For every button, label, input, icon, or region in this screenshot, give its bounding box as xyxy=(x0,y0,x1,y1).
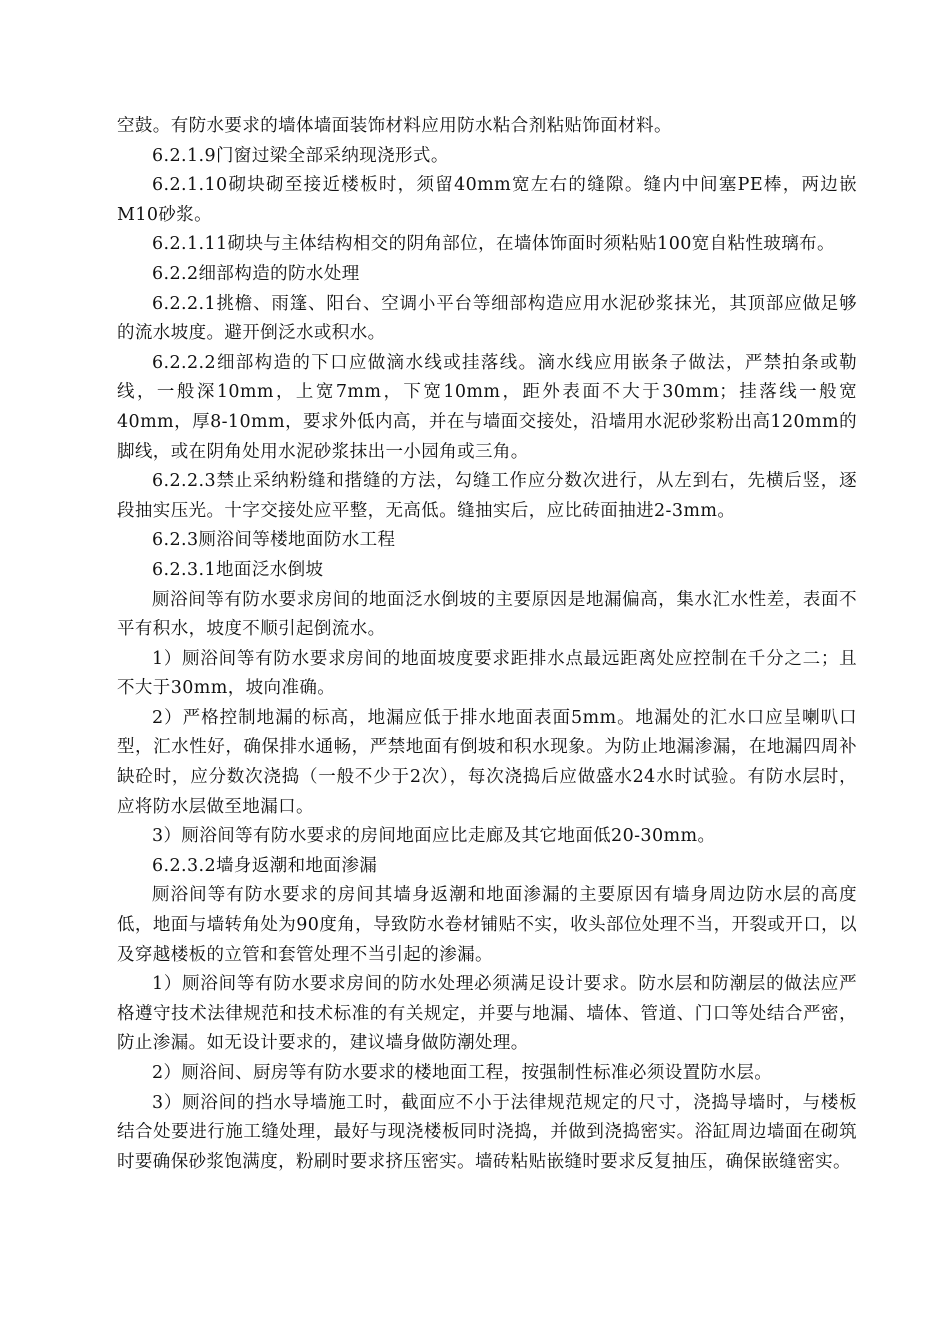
paragraph-6: 6.2.2.1挑檐、雨篷、阳台、空调小平台等细部构造应用水泥砂浆抹光，其顶部应做足够的流水坡度。避开倒泛水或积水。 xyxy=(117,293,857,344)
section-heading-6-2-3: 6.2.3厕浴间等楼地面防水工程 xyxy=(152,530,396,551)
list-item-6: 3）厕浴间的挡水导墙施工时，截面应不小于法律规范规定的尺寸，浇捣导墙时，与楼板结合处要进行施工缝处理，最好与现浇楼板同时浇捣，并做到浇捣密实。浴缸周边墙面在砌筑时要确保砂浆饱满度，粉刷时要求挤压密实。墙砖粘贴嵌缝时要求反复抽压，确保嵌缝密实。 xyxy=(117,1092,857,1172)
paragraph-7: 6.2.2.2细部构造的下口应做滴水线或挂落线。滴水线应用嵌条子做法，严禁拍条或勒线，一般深10mm，上宽7mm，下宽10mm，距外表面不大于30mm；挂落线一般宽40mm，厚8-10mm，要求外低内高，并在与墙面交接处，沿墙用水泥砂浆粉出高120mm的脚线，或在阴角处用水泥砂浆抹出一小园角或三角。 xyxy=(117,352,857,462)
paragraph-1: 空鼓。有防水要求的墙体墙面装饰材料应用防水粘合剂粘贴饰面材料。 xyxy=(117,116,672,136)
paragraph-11: 厕浴间等有防水要求房间的地面泛水倒坡的主要原因是地漏偏高，集水汇水性差，表面不平有积水，坡度不顺引起倒流水。 xyxy=(117,589,857,640)
list-item-3: 3）厕浴间等有防水要求的房间地面应比走廊及其它地面低20-30mm。 xyxy=(152,826,716,847)
paragraph-2: 6.2.1.9门窗过梁全部采纳现浇形式。 xyxy=(152,145,449,166)
paragraph-16: 厕浴间等有防水要求的房间其墙身返潮和地面渗漏的主要原因有墙身周边防水层的高度低，地面与墙转角处为90度角，导致防水卷材铺贴不实，收头部位处理不当，开裂或开口，以及穿越楼板的立管和套管处理不当引起的渗漏。 xyxy=(117,885,857,965)
list-item-1: 1）厕浴间等有防水要求房间的地面坡度要求距排水点最远距离处应控制在千分之二；且不大于30mm，坡向准确。 xyxy=(117,648,857,699)
subsection-heading-6-2-3-1: 6.2.3.1地面泛水倒坡 xyxy=(152,559,324,580)
document-body xyxy=(117,112,857,1177)
subsection-heading-6-2-3-2: 6.2.3.2墙身返潮和地面渗漏 xyxy=(152,855,378,876)
section-heading-6-2-2: 6.2.2细部构造的防水处理 xyxy=(152,263,360,284)
paragraph-3: 6.2.1.10砌块砌至接近楼板时，须留40mm宽左右的缝隙。缝内中间塞PE棒，两边嵌M10砂浆。 xyxy=(117,175,857,225)
list-item-4: 1）厕浴间等有防水要求房间的防水处理必须满足设计要求。防水层和防潮层的做法应严格遵守技术法律规范和技术标准的有关规定，并要与地漏、墙体、管道、门口等处结合严密，防止渗漏。如无设计要求的，建议墙身做防潮处理。 xyxy=(117,974,857,1054)
paragraph-4: 6.2.1.11砌块与主体结构相交的阴角部位，在墙体饰面时须粘贴100宽自粘性玻璃布。 xyxy=(152,234,835,255)
paragraph-8: 6.2.2.3禁止采纳粉缝和揩缝的方法，勾缝工作应分数次进行，从左到右，先横后竖，逐段抽实压光。十字交接处应平整，无高低。缝抽实后，应比砖面抽进2-3mm。 xyxy=(117,471,857,521)
list-item-5: 2）厕浴间、厨房等有防水要求的楼地面工程，按强制性标准必须设置防水层。 xyxy=(152,1063,773,1083)
list-item-2: 2）严格控制地漏的标高，地漏应低于排水地面表面5mm。地漏处的汇水口应呈喇叭口型，汇水性好，确保排水通畅，严禁地面有倒坡和积水现象。为防止地漏渗漏，在地漏四周补缺砼时，应分数次浇捣（一般不少于2次），每次浇捣后应做盛水24水时试验。有防水层时，应将防水层做至地漏口。 xyxy=(117,707,857,817)
